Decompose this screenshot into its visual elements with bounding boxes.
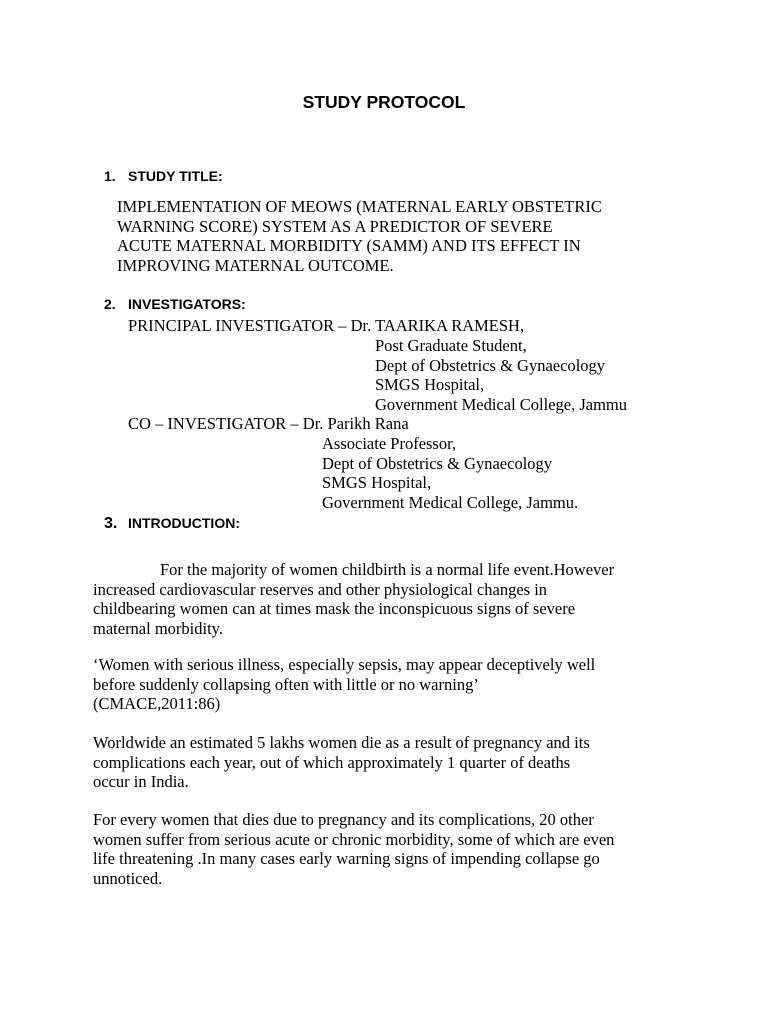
paragraph-line: For every women that dies due to pregnancy and its complications, 20 other — [93, 810, 594, 829]
paragraph-line: ‘Women with serious illness, especially sepsis, may appear deceptively well — [93, 655, 596, 674]
co-investigator-details — [322, 434, 578, 512]
intro-paragraph — [93, 560, 614, 638]
study-title-line: WARNING SCORE) SYSTEM AS A PREDICTOR OF SEVERE — [117, 216, 553, 236]
paragraph-line: maternal morbidity. — [93, 618, 223, 638]
co-investigator-label: CO – INVESTIGATOR – Dr. Parikh Rana — [128, 414, 409, 433]
paragraph-line: women suffer from serious acute or chronic morbidity, some of which are even — [93, 829, 615, 849]
investigator-detail-line: Government Medical College, Jammu. — [322, 492, 579, 512]
study-title-line: IMPLEMENTATION OF MEOWS (MATERNAL EARLY OBSTETRIC — [117, 197, 602, 216]
study-title-line: IMPROVING MATERNAL OUTCOME. — [117, 255, 394, 275]
paragraph-line: unnoticed. — [93, 868, 163, 888]
investigator-detail-line: SMGS Hospital, — [375, 375, 485, 395]
investigator-detail-line: Dept of Obstetrics & Gynaecology — [375, 355, 606, 375]
intro-paragraph — [93, 733, 590, 792]
investigator-detail-line: Post Graduate Student, — [375, 336, 527, 355]
section-heading-introduction — [104, 515, 240, 533]
paragraph-line: complications each year, out of which approximately 1 quarter of deaths — [93, 752, 571, 772]
investigator-detail-line: Government Medical College, Jammu — [375, 394, 628, 414]
intro-paragraph — [93, 655, 595, 714]
section-number: 3. — [104, 515, 118, 532]
paragraph-line: increased cardiovascular reserves and other physiological changes in — [93, 579, 548, 599]
intro-paragraph — [93, 810, 614, 888]
paragraph-line: childbearing women can at times mask the inconspicuous signs of severe — [93, 599, 576, 619]
section-heading-study-title — [104, 168, 223, 184]
page-title: STUDY PROTOCOL — [302, 92, 466, 112]
investigator-detail-line: Associate Professor, — [322, 434, 457, 453]
investigator-detail-line: SMGS Hospital, — [322, 473, 432, 493]
section-number: 2. — [104, 296, 116, 312]
section-heading-text: STUDY TITLE: — [128, 168, 223, 184]
paragraph-line: (CMACE,2011:86) — [93, 694, 221, 714]
paragraph-line: before suddenly collapsing often with little or no warning’ — [93, 674, 479, 694]
paragraph-line: occur in India. — [93, 772, 189, 792]
study-title-line: ACUTE MATERNAL MORBIDITY (SAMM) AND ITS EFFECT IN — [117, 236, 581, 256]
paragraph-line: Worldwide an estimated 5 lakhs women die as a result of pregnancy and its — [93, 733, 590, 752]
investigator-detail-line: Dept of Obstetrics & Gynaecology — [322, 453, 553, 473]
section-heading-investigators — [104, 296, 246, 312]
paragraph-line: For the majority of women childbirth is a normal life event.However — [160, 560, 615, 579]
section-heading-text: INVESTIGATORS: — [128, 296, 246, 312]
section-number: 1. — [104, 168, 116, 184]
study-title-text — [117, 197, 602, 275]
principal-investigator-details — [375, 336, 627, 414]
paragraph-line: life threatening .In many cases early warning signs of impending collapse go — [93, 849, 600, 869]
section-heading-text: INTRODUCTION: — [128, 515, 240, 531]
principal-investigator-label: PRINCIPAL INVESTIGATOR – Dr. TAARIKA RAMESH, — [128, 316, 525, 335]
